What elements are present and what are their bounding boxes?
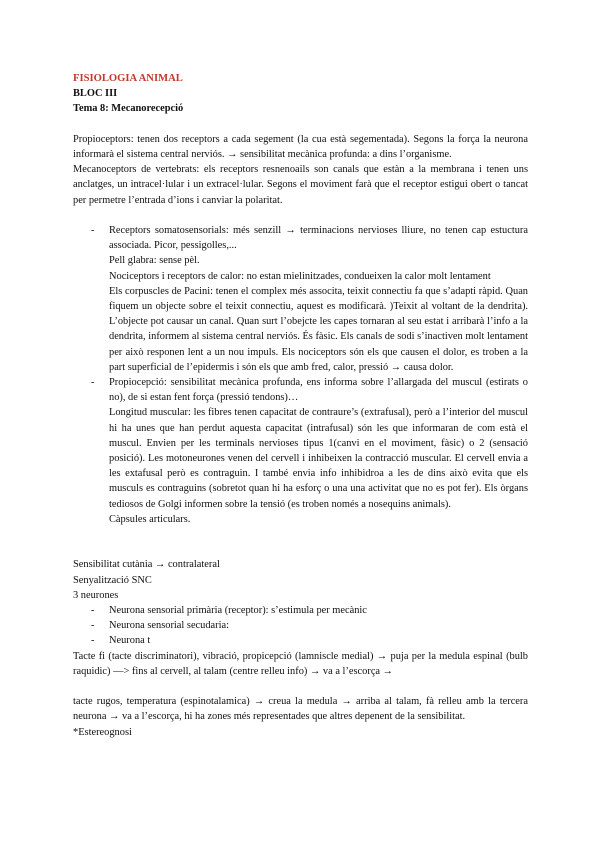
neurons-line: 3 neurones: [73, 589, 119, 601]
detail-line: Pell glabra: sense pèl.: [109, 255, 200, 267]
list-item-somatosensory: [73, 223, 528, 375]
pathway-paragraph-1: Tacte fi (tacte discriminatori), vibració, propicepció (lamniscle medial) → puja per la medula espinal (bulb raquidic) —> fins al cervell, al talam (centre relleu info) → va a l’escorça →: [73, 650, 528, 677]
document-body: [73, 71, 528, 740]
list-item: - Neurona t: [73, 633, 528, 648]
block-title: BLOC III: [73, 88, 118, 100]
neuron-list: [73, 603, 528, 649]
course-title: FISIOLOGIA ANIMAL: [73, 73, 183, 84]
list-item-proprioception: [73, 375, 528, 527]
sensibility-line: Sensibilitat cutània → contralateral: [73, 559, 220, 571]
list-item: - Neurona sensorial secudaria:: [73, 618, 528, 633]
list-item: - Neurona sensorial primària (receptor): s’estimula per mecànic: [73, 603, 528, 618]
detail-line: Càpsules articulars.: [109, 513, 191, 525]
pathway-paragraph-2: tacte rugos, temperatura (espinotalamica) → creua la medula → arriba al talam, fà relleu amb la tercera neurona → va a l’escorça, hi ha zones més representades que altres depenent de la sensibilitat.: [73, 696, 528, 723]
detail-paragraph: Els corpuscles de Pacini: tenen el complex més associta, teixit connectiu fa que s’adapti ràpid. Quan fiquem un objecte sobre el teixit connectiu, aquest es modificarà. )Teixit al voltant de la dendrita). L’objecte pot causar un canal. Quan surt l’obejcte les capes tornaran al seu estat i arribarà l’info a la dendrita, informem al sistema central nerviós. És fàsic. Els canals de sodi s’inactiven molt lentament per això responen lent a un nou impuls. Els nociceptors són els que causen el dolor, es troben a la part superficial de l’epidermis i són els que amb fred, calor, pressió → causa dolor.: [109, 285, 528, 373]
intro-paragraph-1: Propioceptors: tenen dos receptors a cada segement (la cua està segementada). Segons la força la neurona informarà el sistema central nerviós. → sensibilitat mecànica profunda: a dins l’organisme.: [73, 133, 528, 160]
intro-paragraph-2: Mecanoceptors de vertebrats: els receptors resnenoails son canals que estàn a la membrana i tenen uns anclatges, un intracel·lular i un extracel·lular. Segons el moviment farà que el receptor estigui obert o tancat per permetre l’entrada d’ions i canviar la polaritat.: [73, 164, 528, 206]
receptor-list: [73, 223, 528, 527]
list-item-label: - Receptors somatosensorials: més senzill → terminacions nervioses lliure, no tenen cap estuctura associada. Picor, pessigolles,...: [109, 225, 528, 252]
detail-line: Nociceptors i receptors de calor: no estan mielinitzades, condueixen la calor molt lentament: [109, 270, 491, 282]
list-item-label: - Propiocepció: sensibilitat mecànica profunda, ens informa sobre l’allargada del muscul (estirats o no), de si estan fent força (pressió tendons)…: [109, 377, 528, 404]
note-line: *Estereognosi: [73, 726, 132, 738]
detail-paragraph: Longitud muscular: les fibres tenen capacitat de contraure’s (extrafusal), però a l’interior del muscul hi ha unes que han perdut aquesta capacitat (intrafusal) són les que informaran de com està el muscul. Envien per les terminals nervioses tipus 1(canvi en el moviment, fàsic) o 2 (sensació posició). Les motoneurones venen del cervell i inhibeixen la contracció muscular. El cervell envia a les extafusal però es contraguin. I també envia info inhibidroa a les de dins això evita que els musculs es contraguins (sobretot quan hi ha esforç o una una activitat que no es pot fer). Els òrgans tediosos de Golgi informen sobre la tensió (es troben només a nosequins animals).: [109, 407, 528, 510]
topic-title: Tema 8: Mecanorecepció: [73, 103, 184, 115]
signal-line: Senyalització SNC: [73, 574, 152, 586]
